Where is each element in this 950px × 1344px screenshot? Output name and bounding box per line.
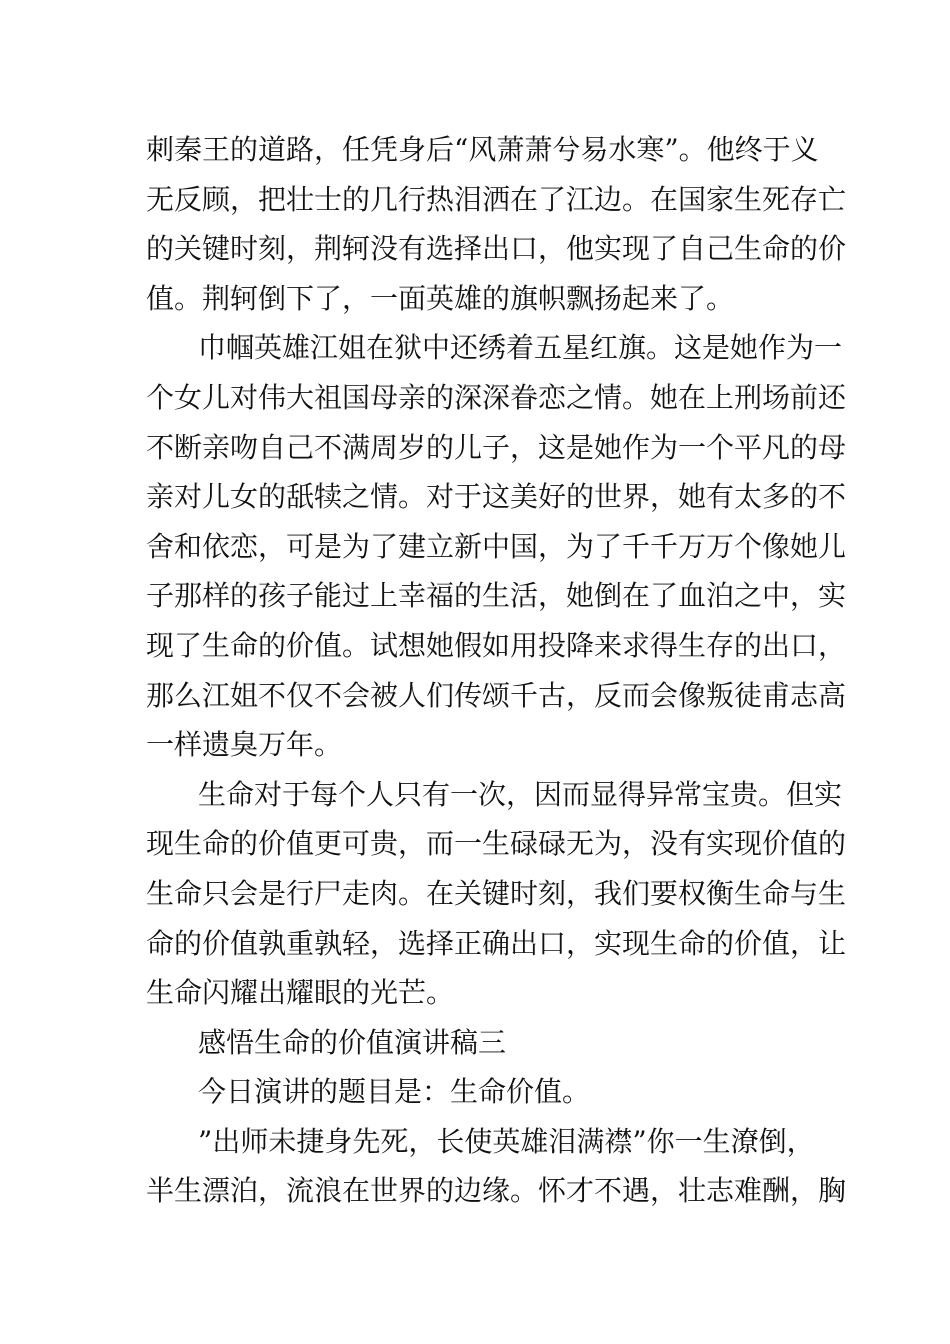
text-line: 生命只会是行尸走肉。在关键时刻，我们要权衡生命与生 bbox=[146, 876, 847, 910]
text-line: 刺秦王的道路，任凭身后“风萧萧兮易水寒”。他终于义 bbox=[146, 133, 819, 166]
paragraph-value-of-life bbox=[146, 770, 847, 1018]
text-line: 巾帼英雄江姐在狱中还绣着五星红旗。这是她作为一 bbox=[198, 331, 843, 365]
text-line: 亲对儿女的舐犊之情。对于这美好的世界，她有太多的不 bbox=[146, 480, 847, 514]
text-line: 半生漂泊，流浪在世界的边缘。怀才不遇，壮志难酬，胸 bbox=[146, 1174, 847, 1208]
paragraph-jingke bbox=[146, 125, 847, 323]
text-line: 的关键时刻，荆轲没有选择出口，他实现了自己生命的价 bbox=[146, 232, 847, 266]
text-line: ”出师未捷身先死，长使英雄泪满襟”你一生潦倒， bbox=[198, 1124, 815, 1158]
text-line: 生命闪耀出耀眼的光芒。 bbox=[146, 976, 455, 1010]
paragraph-jiangjie bbox=[146, 323, 847, 769]
text-line: 无反顾，把壮士的几行热泪洒在了江边。在国家生死存亡 bbox=[146, 182, 847, 216]
text-line: 舍和依恋，可是为了建立新中国，为了千千万万个像她儿 bbox=[146, 529, 847, 563]
text-line: 子那样的孩子能过上幸福的生活，她倒在了血泊之中，实 bbox=[146, 579, 847, 613]
text-line: 那么江姐不仅不会被人们传颂千古，反而会像叛徒甫志高 bbox=[146, 678, 847, 712]
document-body bbox=[146, 125, 847, 1216]
text-line: 值。荆轲倒下了，一面英雄的旗帜飘扬起来了。 bbox=[146, 281, 735, 315]
text-line: 不断亲吻自己不满周岁的儿子，这是她作为一个平凡的母 bbox=[146, 430, 847, 464]
text-line: 生命对于每个人只有一次，因而显得异常宝贵。但实 bbox=[198, 777, 843, 811]
text-line: 一样遗臭万年。 bbox=[146, 728, 343, 762]
speech-topic: 今日演讲的题目是：生命价值。 bbox=[198, 1075, 591, 1109]
text-line: 命的价值孰重孰轻，选择正确出口，实现生命的价值，让 bbox=[146, 926, 847, 960]
section-title: 感悟生命的价值演讲稿三 bbox=[198, 1025, 507, 1059]
text-line: 现了生命的价值。试想她假如用投降来求得生存的出口， bbox=[146, 628, 847, 662]
text-line: 个女儿对伟大祖国母亲的深深眷恋之情。她在上刑场前还 bbox=[146, 380, 847, 414]
text-line: 现生命的价值更可贵，而一生碌碌无为，没有实现价值的 bbox=[146, 827, 847, 861]
paragraph-final bbox=[146, 1117, 847, 1216]
